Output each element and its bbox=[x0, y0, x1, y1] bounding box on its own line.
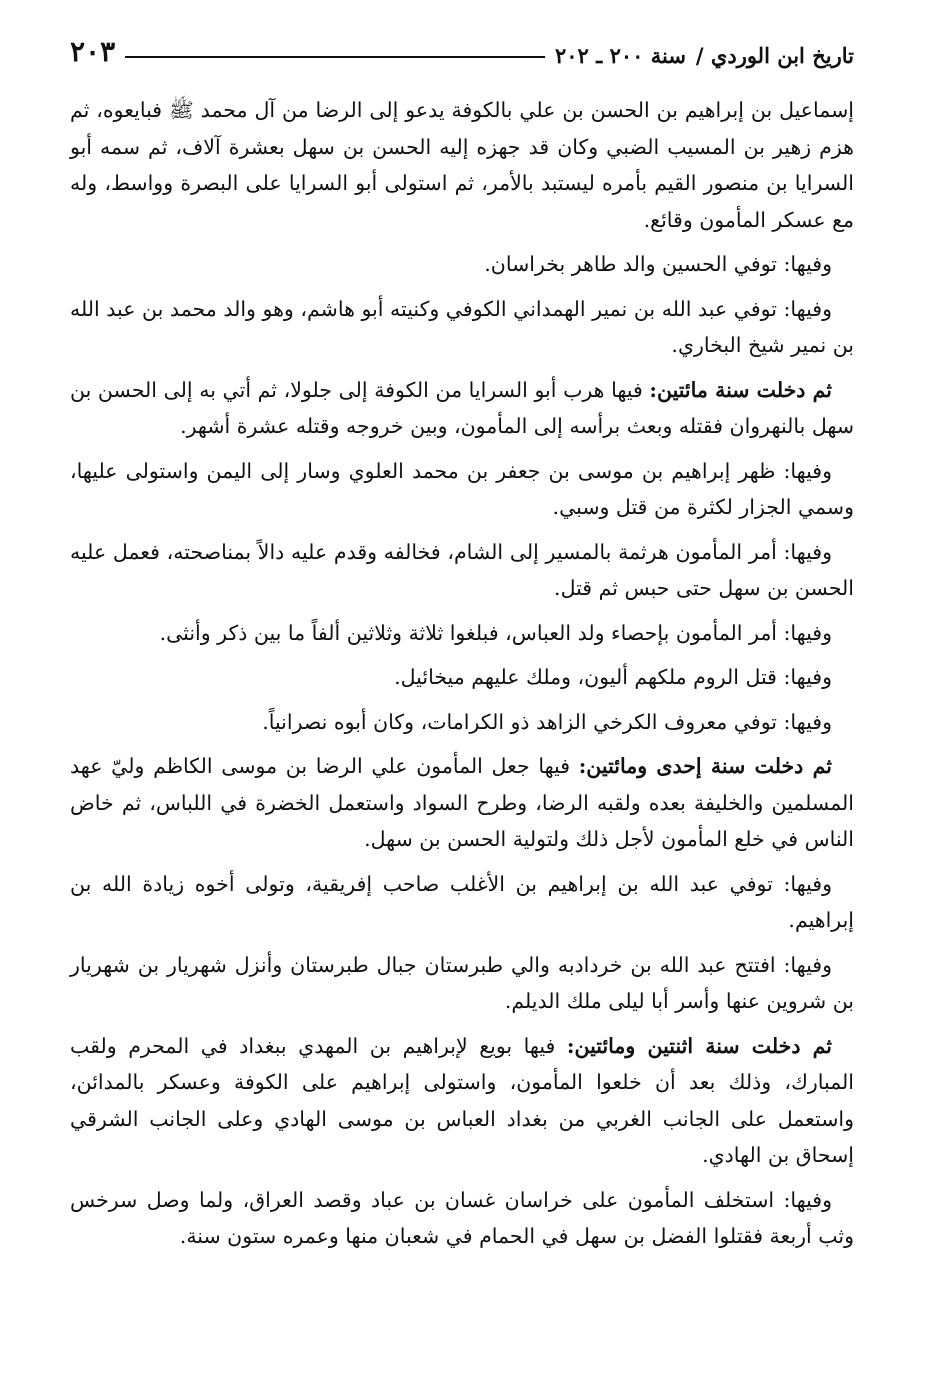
paragraph: وفيها: توفي عبد الله بن إبراهيم بن الأغلب صاحب إفريقية، وتولى أخوه زيادة الله بن إبراهيم. bbox=[70, 871, 854, 932]
page-number: ٢٠٣ bbox=[70, 35, 116, 68]
paragraph: ثم دخلت سنة إحدى ومائتين: فيها جعل المأمون علي الرضا بن موسى الكاظم وليّ عهد المسلمين والخليفة بعده ولقبه الرضا، وطرح السواد واستعمل الخضرة في اللباس، ثم خاض الناس في خلع المأمون لأجل ذلك ولتولية الحسن بن سهل. bbox=[70, 754, 854, 851]
paragraph: وفيها: ظهر إبراهيم بن موسى بن جعفر بن محمد العلوي وسار إلى اليمن واستولى عليها، وسمي الجزار لكثرة من قتل وسبي. bbox=[70, 458, 854, 519]
paragraph: إسماعيل بن إبراهيم بن الحسن بن علي بالكوفة يدعو إلى الرضا من آل محمد ﷺ فبايعوه، ثم هزم زهير بن المسيب الضبي وكان قد جهزه إليه الحسن بن سهل بعشرة آلاف، ثم سمه أبو السرايا بن منصور القيم بأمره ليستبد بالأمر، ثم استولى أبو السرايا على البصرة وواسط، وله مع عسكر المأمون وقائع. bbox=[70, 98, 854, 232]
body-text bbox=[70, 92, 854, 1255]
year-heading: ثم دخلت سنة مائتين: bbox=[649, 377, 832, 402]
header-rule bbox=[125, 56, 545, 58]
book-title: تاريخ ابن الوردي / bbox=[695, 43, 854, 68]
running-header bbox=[70, 26, 854, 68]
year-heading: ثم دخلت سنة إحدى ومائتين: bbox=[578, 754, 832, 778]
paragraph: وفيها: توفي الحسين والد طاهر بخراسان. bbox=[484, 252, 832, 276]
paragraph: وفيها: أمر المأمون بإحصاء ولد العباس، فبلغوا ثلاثة وثلاثين ألفاً ما بين ذكر وأنثى. bbox=[159, 620, 832, 645]
paragraph: وفيها: استخلف المأمون على خراسان غسان بن عباد وقصد العراق، ولما وصل سرخس وثب أربعة فقتلوا الفضل بن سهل في الحمام في شعبان منها وعمره ستون سنة. bbox=[70, 1187, 854, 1248]
paragraph: وفيها: أمر المأمون هرثمة بالمسير إلى الشام، فخالفه وقدم عليه دالاً بمناصحته، فعمل عليه الحسن بن سهل حتى حبس ثم قتل. bbox=[70, 539, 854, 600]
paragraph: ثم دخلت سنة مائتين: فيها هرب أبو السرايا من الكوفة إلى جلولا، ثم أتي به إلى الحسن بن سهل بالنهروان فقتله وبعث برأسه إلى المأمون، وبين خروجه وقتله عشرة أشهر. bbox=[70, 377, 854, 438]
paragraph: وفيها: افتتح عبد الله بن خردادبه والي طبرستان جبال طبرستان وأنزل شهريار بن شهريار بن شروين عنها وأسر أبا ليلى ملك الديلم. bbox=[70, 952, 854, 1013]
paragraph: وفيها: توفي عبد الله بن نمير الهمداني الكوفي وكنيته أبو هاشم، وهو والد محمد بن عبد الله بن نمير شيخ البخاري. bbox=[70, 296, 854, 357]
paragraph: وفيها: قتل الروم ملكهم أليون، وملك عليهم ميخائيل. bbox=[394, 665, 832, 689]
paragraph: وفيها: توفي معروف الكرخي الزاهد ذو الكرامات، وكان أبوه نصرانياً. bbox=[262, 709, 832, 734]
year-range: سنة ٢٠٠ ـ ٢٠٢ bbox=[554, 43, 686, 68]
paragraph: ثم دخلت سنة اثنتين ومائتين: فيها بويع لإبراهيم بن المهدي ببغداد في المحرم ولقب المبارك، وذلك بعد أن خلعوا المأمون، واستولى إبراهيم على الكوفة وعسكر بالمدائن، واستعمل على الجانب الغربي من بغداد العباس بن موسى الهادي وعلى الجانب الشرقي إسحاق بن الهادي. bbox=[70, 1033, 854, 1167]
year-heading: ثم دخلت سنة اثنتين ومائتين: bbox=[566, 1033, 832, 1058]
